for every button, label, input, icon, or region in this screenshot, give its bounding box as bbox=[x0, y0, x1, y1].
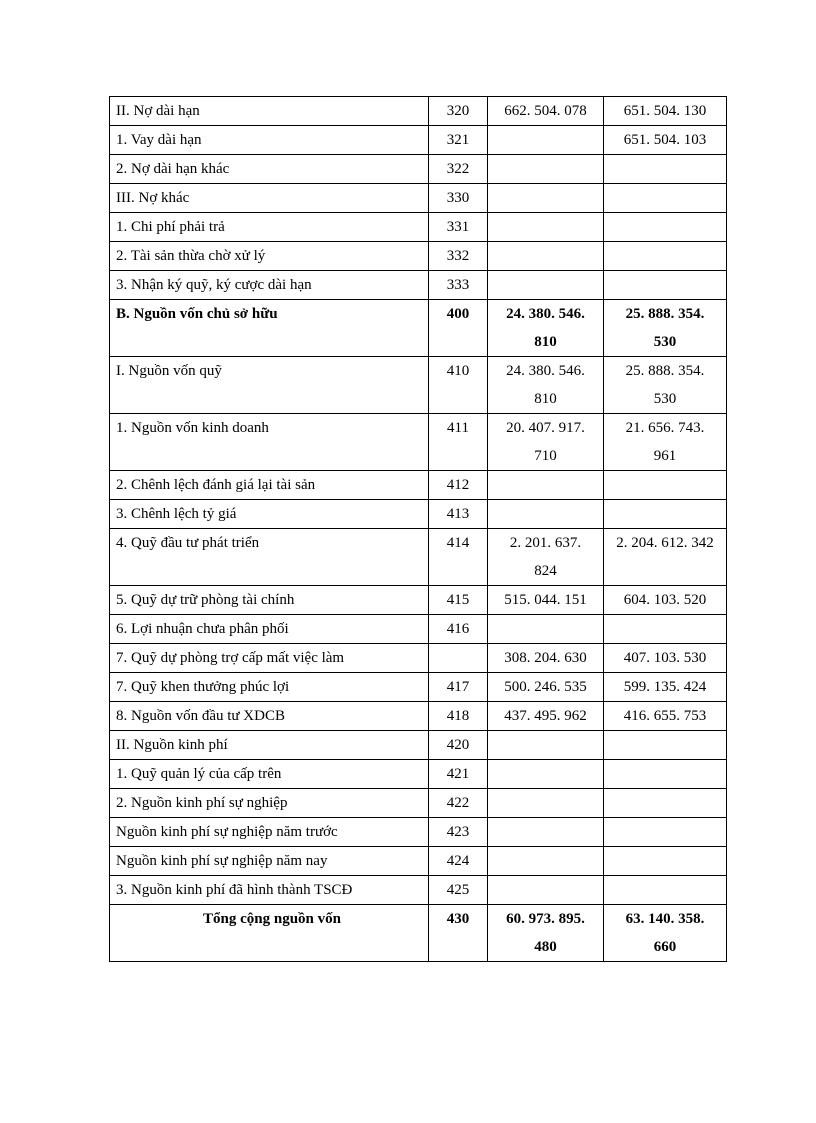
row-code: 421 bbox=[429, 760, 488, 789]
row-value-begin bbox=[488, 155, 604, 184]
row-label: 6. Lợi nhuận chưa phân phối bbox=[110, 615, 429, 644]
table-row bbox=[110, 242, 727, 271]
row-label: 1. Vay dài hạn bbox=[110, 126, 429, 155]
row-value-end: 21. 656. 743. 961 bbox=[604, 414, 727, 471]
table-row bbox=[110, 529, 727, 586]
row-value-begin: 24. 380. 546. 810 bbox=[488, 357, 604, 414]
row-label: 2. Nguồn kinh phí sự nghiệp bbox=[110, 789, 429, 818]
table-row bbox=[110, 126, 727, 155]
table-row bbox=[110, 155, 727, 184]
row-label: 1. Chi phí phải trả bbox=[110, 213, 429, 242]
table-row bbox=[110, 615, 727, 644]
table-row bbox=[110, 213, 727, 242]
row-value-begin bbox=[488, 615, 604, 644]
row-value-begin: 2. 201. 637. 824 bbox=[488, 529, 604, 586]
row-value-end bbox=[604, 615, 727, 644]
row-value-begin bbox=[488, 731, 604, 760]
row-label: 5. Quỹ dự trữ phòng tài chính bbox=[110, 586, 429, 615]
row-value-begin bbox=[488, 271, 604, 300]
row-value-begin bbox=[488, 876, 604, 905]
table-row bbox=[110, 414, 727, 471]
row-label: 3. Nhận ký quỹ, ký cược dài hạn bbox=[110, 271, 429, 300]
table-row bbox=[110, 876, 727, 905]
row-value-end: 651. 504. 130 bbox=[604, 97, 727, 126]
table-row bbox=[110, 702, 727, 731]
row-code: 420 bbox=[429, 731, 488, 760]
row-value-end bbox=[604, 847, 727, 876]
table-row bbox=[110, 300, 727, 357]
row-code: 411 bbox=[429, 414, 488, 471]
table-row bbox=[110, 847, 727, 876]
row-code: 410 bbox=[429, 357, 488, 414]
row-code: 413 bbox=[429, 500, 488, 529]
row-value-end: 599. 135. 424 bbox=[604, 673, 727, 702]
row-value-begin: 662. 504. 078 bbox=[488, 97, 604, 126]
row-code: 415 bbox=[429, 586, 488, 615]
row-label: II. Nguồn kinh phí bbox=[110, 731, 429, 760]
table-row bbox=[110, 673, 727, 702]
row-value-end: 407. 103. 530 bbox=[604, 644, 727, 673]
table-row bbox=[110, 184, 727, 213]
row-value-end bbox=[604, 242, 727, 271]
row-code: 424 bbox=[429, 847, 488, 876]
row-label: B. Nguồn vốn chủ sở hữu bbox=[110, 300, 429, 357]
row-value-begin: 500. 246. 535 bbox=[488, 673, 604, 702]
row-value-end bbox=[604, 731, 727, 760]
row-label: 1. Quỹ quản lý của cấp trên bbox=[110, 760, 429, 789]
row-label: 2. Tài sản thừa chờ xử lý bbox=[110, 242, 429, 271]
row-code bbox=[429, 644, 488, 673]
row-label: Nguồn kinh phí sự nghiệp năm trước bbox=[110, 818, 429, 847]
row-label: 3. Nguồn kinh phí đã hình thành TSCĐ bbox=[110, 876, 429, 905]
row-code: 416 bbox=[429, 615, 488, 644]
balance-sheet-table bbox=[109, 96, 727, 962]
row-value-end: 63. 140. 358. 660 bbox=[604, 905, 727, 962]
row-label: Tổng cộng nguồn vốn bbox=[110, 905, 429, 962]
row-code: 321 bbox=[429, 126, 488, 155]
table-row bbox=[110, 471, 727, 500]
row-code: 417 bbox=[429, 673, 488, 702]
row-value-begin: 437. 495. 962 bbox=[488, 702, 604, 731]
row-label: 3. Chênh lệch tỷ giá bbox=[110, 500, 429, 529]
row-value-end: 651. 504. 103 bbox=[604, 126, 727, 155]
row-value-end: 25. 888. 354. 530 bbox=[604, 300, 727, 357]
row-label: 4. Quỹ đầu tư phát triển bbox=[110, 529, 429, 586]
table-row bbox=[110, 731, 727, 760]
row-code: 423 bbox=[429, 818, 488, 847]
row-code: 414 bbox=[429, 529, 488, 586]
row-code: 418 bbox=[429, 702, 488, 731]
row-value-end: 416. 655. 753 bbox=[604, 702, 727, 731]
row-code: 425 bbox=[429, 876, 488, 905]
row-code: 430 bbox=[429, 905, 488, 962]
table-row bbox=[110, 97, 727, 126]
row-label: 2. Chênh lệch đánh giá lại tài sản bbox=[110, 471, 429, 500]
table-row bbox=[110, 644, 727, 673]
row-value-end bbox=[604, 760, 727, 789]
row-code: 422 bbox=[429, 789, 488, 818]
table-row bbox=[110, 586, 727, 615]
row-label: 7. Quỹ dự phòng trợ cấp mất việc làm bbox=[110, 644, 429, 673]
row-value-end bbox=[604, 271, 727, 300]
row-label: III. Nợ khác bbox=[110, 184, 429, 213]
row-label: 1. Nguồn vốn kinh doanh bbox=[110, 414, 429, 471]
row-value-end bbox=[604, 876, 727, 905]
table-body bbox=[110, 97, 727, 962]
row-value-begin: 515. 044. 151 bbox=[488, 586, 604, 615]
row-label: 2. Nợ dài hạn khác bbox=[110, 155, 429, 184]
row-code: 332 bbox=[429, 242, 488, 271]
table-row bbox=[110, 357, 727, 414]
row-label: 8. Nguồn vốn đầu tư XDCB bbox=[110, 702, 429, 731]
table-row bbox=[110, 818, 727, 847]
row-value-begin bbox=[488, 789, 604, 818]
table-row bbox=[110, 789, 727, 818]
row-label: II. Nợ dài hạn bbox=[110, 97, 429, 126]
row-value-begin: 20. 407. 917. 710 bbox=[488, 414, 604, 471]
row-value-begin bbox=[488, 213, 604, 242]
row-code: 322 bbox=[429, 155, 488, 184]
row-value-begin bbox=[488, 818, 604, 847]
row-label: I. Nguồn vốn quỹ bbox=[110, 357, 429, 414]
row-value-end bbox=[604, 789, 727, 818]
row-label: 7. Quỹ khen thưởng phúc lợi bbox=[110, 673, 429, 702]
row-value-end bbox=[604, 155, 727, 184]
row-value-end: 25. 888. 354. 530 bbox=[604, 357, 727, 414]
row-code: 400 bbox=[429, 300, 488, 357]
row-value-end: 604. 103. 520 bbox=[604, 586, 727, 615]
row-value-begin: 60. 973. 895. 480 bbox=[488, 905, 604, 962]
row-value-begin bbox=[488, 500, 604, 529]
row-value-begin bbox=[488, 242, 604, 271]
table-row bbox=[110, 500, 727, 529]
table-row bbox=[110, 760, 727, 789]
row-label: Nguồn kinh phí sự nghiệp năm nay bbox=[110, 847, 429, 876]
row-value-end bbox=[604, 471, 727, 500]
row-code: 412 bbox=[429, 471, 488, 500]
row-value-end bbox=[604, 184, 727, 213]
row-value-end: 2. 204. 612. 342 bbox=[604, 529, 727, 586]
row-value-begin: 308. 204. 630 bbox=[488, 644, 604, 673]
row-code: 320 bbox=[429, 97, 488, 126]
row-value-end bbox=[604, 500, 727, 529]
row-value-end bbox=[604, 213, 727, 242]
row-code: 331 bbox=[429, 213, 488, 242]
row-value-begin bbox=[488, 760, 604, 789]
row-value-begin bbox=[488, 126, 604, 155]
row-value-end bbox=[604, 818, 727, 847]
table-row bbox=[110, 905, 727, 962]
row-code: 330 bbox=[429, 184, 488, 213]
row-value-begin bbox=[488, 847, 604, 876]
row-value-begin bbox=[488, 184, 604, 213]
row-value-begin: 24. 380. 546. 810 bbox=[488, 300, 604, 357]
row-code: 333 bbox=[429, 271, 488, 300]
table-row bbox=[110, 271, 727, 300]
row-value-begin bbox=[488, 471, 604, 500]
